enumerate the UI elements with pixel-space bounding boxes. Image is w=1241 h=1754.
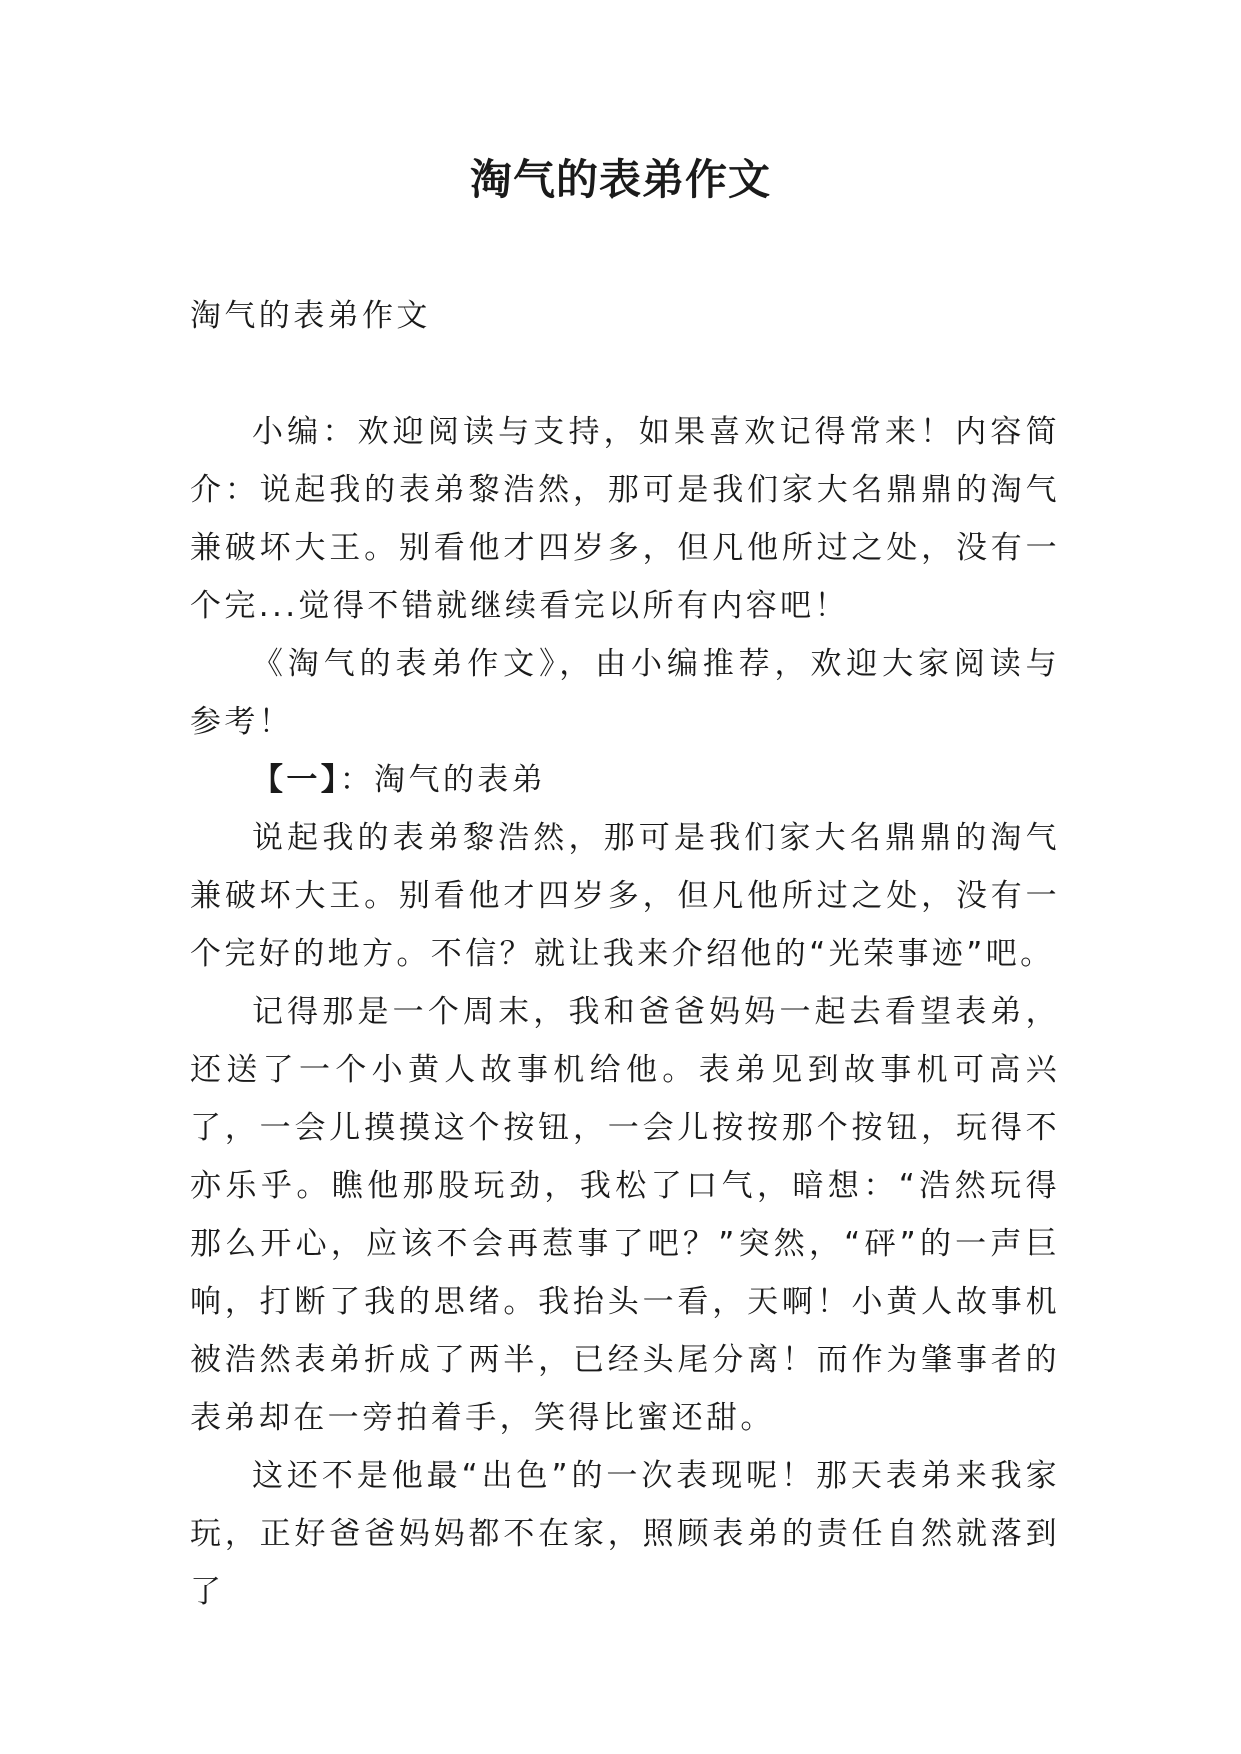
section-heading xyxy=(190,751,1060,809)
recommend-paragraph: 《淘气的表弟作文》，由小编推荐，欢迎大家阅读与参考！ xyxy=(190,646,1060,740)
section-title: ：淘气的表弟 xyxy=(339,762,547,798)
intro-paragraph: 小编：欢迎阅读与支持，如果喜欢记得常来！内容简介：说起我的表弟黎浩然，那可是我们家大名鼎鼎的淘气兼破坏大王。别看他才四岁多，但凡他所过之处，没有一个完...觉得不错就继续看完以所有内容吧！ xyxy=(190,414,1060,624)
section-number: 【一】 xyxy=(252,762,340,798)
body-paragraph: 记得那是一个周末，我和爸爸妈妈一起去看望表弟，还送了一个小黄人故事机给他。表弟见到故事机可高兴了，一会儿摸摸这个按钮，一会儿按按那个按钮，玩得不亦乐乎。瞧他那股玩劲，我松了口气，暗想：“浩然玩得那么开心，应该不会再惹事了吧？”突然，“砰”的一声巨响，打断了我的思绪。我抬头一看，天啊！小黄人故事机被浩然表弟折成了两半，已经头尾分离！而作为肇事者的表弟却在一旁拍着手，笑得比蜜还甜。 xyxy=(190,994,1060,1436)
body-paragraph: 这还不是他最“出色”的一次表现呢！那天表弟来我家玩，正好爸爸妈妈都不在家，照顾表弟的责任自然就落到了 xyxy=(190,1458,1060,1610)
document-subtitle: 淘气的表弟作文 xyxy=(190,298,431,334)
body-paragraph: 说起我的表弟黎浩然，那可是我们家大名鼎鼎的淘气兼破坏大王。别看他才四岁多，但凡他所过之处，没有一个完好的地方。不信？就让我来介绍他的“光荣事迹”吧。 xyxy=(190,820,1060,972)
page-title: 淘气的表弟作文 xyxy=(469,155,771,204)
document-body xyxy=(190,287,1060,1621)
